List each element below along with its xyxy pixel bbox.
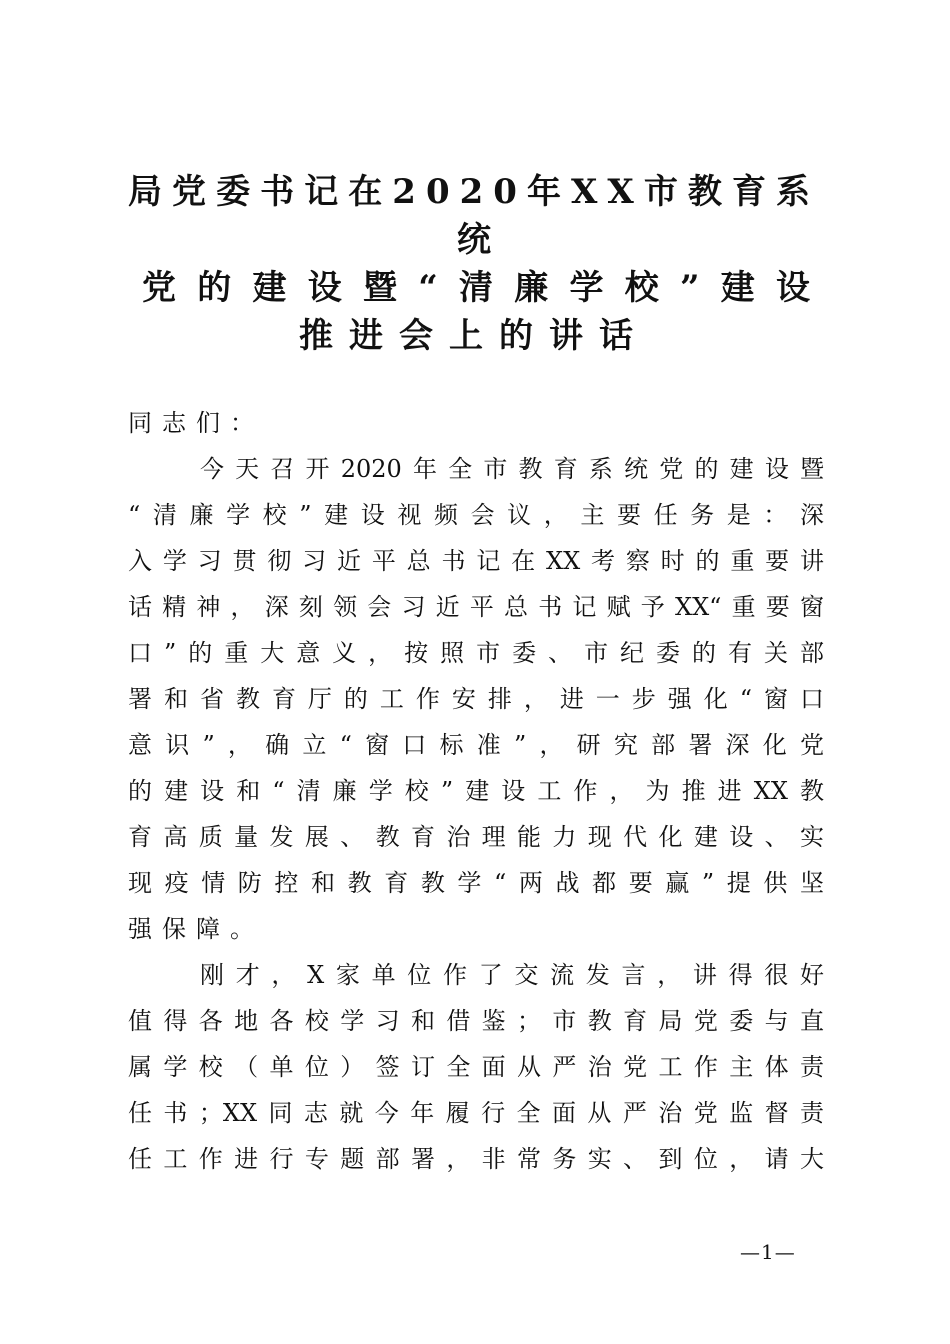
- paragraph-1: [128, 446, 824, 952]
- document-body: [128, 400, 824, 1182]
- paragraph-line: 的建设和“清廉学校”建设工作，为推进XX教: [128, 777, 824, 805]
- document-title: [128, 168, 820, 360]
- paragraph-line: 现疫情防控和教育教学“两战都要赢”提供坚: [128, 869, 824, 897]
- paragraph-line: 话精神，深刻领会习近平总书记赋予XX“重要窗: [128, 593, 824, 621]
- title-line-1: 局党委书记在2020年XX市教育系: [128, 172, 820, 212]
- paragraph-line: 强保障。: [128, 915, 264, 943]
- paragraph-line: 属学校（单位）签订全面从严治党工作主体责: [128, 1053, 824, 1081]
- paragraph-line: “清廉学校”建设视频会议，主要任务是：深: [128, 501, 824, 529]
- paragraph-line: 口”的重大意义，按照市委、市纪委的有关部: [128, 639, 824, 667]
- paragraph-line: 育高质量发展、教育治理能力现代化建设、实: [128, 823, 824, 851]
- page-number: —1—: [740, 1240, 796, 1264]
- paragraph-line: 署和省教育厅的工作安排，进一步强化“窗口: [128, 685, 824, 713]
- paragraph-line: 刚才，X家单位作了交流发言，讲得很好: [200, 961, 824, 989]
- paragraph-line: 任书；XX同志就今年履行全面从严治党监督责: [128, 1099, 824, 1127]
- paragraph-line: 任工作进行专题部署，非常务实、到位，请大: [128, 1145, 824, 1173]
- paragraph-line: 意识”，确立“窗口标准”，研究部署深化党: [128, 731, 824, 759]
- paragraph-line: 今天召开2020年全市教育系统党的建设暨: [200, 455, 824, 483]
- title-line-3: 党的建设暨“清廉学校”建设: [142, 268, 820, 308]
- paragraph-2: [128, 952, 824, 1182]
- paragraph-line: 入学习贯彻习近平总书记在XX考察时的重要讲: [128, 547, 824, 575]
- title-line-2: 统: [457, 220, 491, 260]
- title-line-4: 推进会上的讲话: [299, 316, 649, 356]
- paragraph-line: 值得各地各校学习和借鉴；市教育局党委与直: [128, 1007, 824, 1035]
- salutation: 同志们：: [128, 409, 264, 437]
